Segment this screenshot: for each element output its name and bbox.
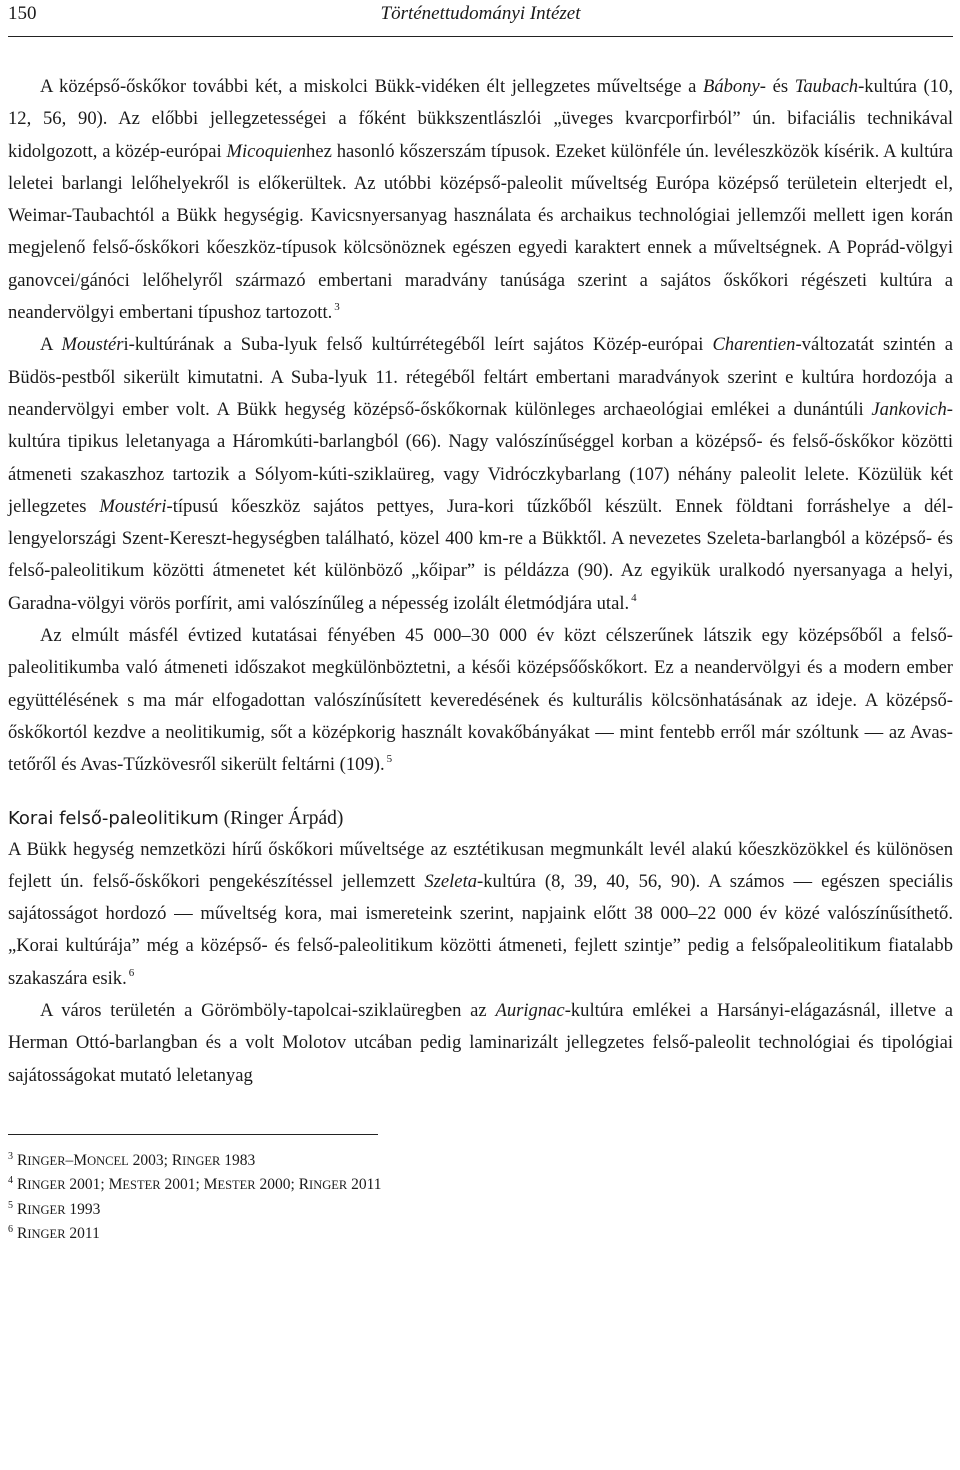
section-title: Korai felső-paleolitikum	[8, 807, 219, 829]
footnote-ref: 3	[334, 301, 340, 314]
footnote-number: 6	[8, 1224, 13, 1236]
section-heading	[8, 804, 953, 834]
text-run: -kultúra (8, 39, 40, 56, 90). A számos — egészen speciális sajátosságot hordozó — műveltség kora, mai ismereteink szerint, napjaink előtt 38 000–22 000 év közé valószínűsíthető. „Korai kultúrája” még a középső- és felső-paleolitikum közötti átmeneti, fejlett szintje” pedig a felsőpaleolitikum fiatalabb szakaszára esik.	[8, 870, 953, 989]
paragraph	[8, 995, 953, 1092]
footnote-text: 1993	[65, 1200, 101, 1218]
footnote-text: 2011	[347, 1176, 382, 1194]
page-header	[8, 0, 953, 37]
footnote	[8, 1173, 953, 1198]
italic-term: Moustéri	[99, 495, 167, 517]
footnote-text: 2001; M	[160, 1176, 218, 1194]
text-run: -kultúra tipikus leletanyaga a Háromkúti-barlangból (66). Nagy valószínűséggel korban a középső- és felső-őskőkor közötti átmeneti szakaszhoz tartozik a Sólyom-kúti-sziklaüreg, vagy Vidróczkybarlang (107) néhány paleolit lelete. Közülük két jellegzetes	[8, 398, 953, 517]
footnote-text: 2000; R	[255, 1176, 310, 1194]
footnote-text: R	[17, 1225, 28, 1243]
footnote-divider	[8, 1134, 378, 1135]
italic-term: Szeleta	[424, 870, 478, 892]
text-run: - és	[759, 76, 795, 97]
paragraph	[8, 71, 953, 329]
italic-term: Aurignac	[495, 1000, 565, 1022]
page-number: 150	[8, 3, 37, 24]
document-page	[8, 0, 953, 1247]
small-caps-run: INGER	[27, 1202, 66, 1217]
small-caps-run: INGER	[27, 1227, 66, 1242]
footnote-text: R	[17, 1151, 28, 1169]
text-run: A város területén a Görömböly-tapolcai-sziklaüregben az	[40, 1000, 496, 1022]
paragraph	[8, 329, 953, 620]
body-text	[8, 71, 953, 1092]
footnote-ref: 4	[631, 591, 637, 604]
paragraph	[8, 620, 953, 781]
running-title: Történettudományi Intézet	[380, 3, 581, 24]
italic-term: Micoquien	[226, 140, 307, 162]
small-caps-run: ESTER	[122, 1178, 161, 1193]
small-caps-run: INGER	[27, 1178, 66, 1193]
footnote-number: 4	[8, 1175, 13, 1187]
italic-term: Jankovich	[871, 398, 947, 420]
footnote-text: –M	[65, 1151, 88, 1169]
text-run: -változatát szintén a Büdös-pestből sikerült kimutatni. A Suba-lyuk 11. rétegéből feltárt embertani maradványok szerint e kultúra hordozója a neandervölgyi ember volt. A Bükk hegység középső-őskőkornak különleges archaeológiai emlékei a dunántúli	[8, 334, 953, 420]
text-run: -kultúra (10, 12, 56, 90). Az előbbi jellegzetességei a főként bükkszentlászlói „üveges kvarcporfirból” ún. bifaciális technikával kidolgozott, a közép-európai	[8, 76, 953, 162]
footnote	[8, 1149, 953, 1174]
text-run: Az elmúlt másfél évtized kutatásai fényében 45 000–30 000 év közt célszerűnek látszik egy középsőből a felső-paleolitikumba való átmeneti időszakot megkülönböztetni, a késői középsőőskőkort. Ez a neandervölgyi és a modern ember együttélésének s ma már elfogadottan valószínűsített keveredésének és kulturális kölcsönhatásának az ideje. A középső-őskőkortól kezdve a neolitikumig, sőt a középkorig használt kovakőbányákat — mint fentebb erről már szóltunk — az Avas-tetőről és Avas-Tűzkövesről sikerült feltárni (109).	[8, 625, 953, 776]
text-run: -típusú kőeszköz sajátos pettyes, Jura-kori tűzkőből készült. Ennek földtani forráshelye a dél-lengyelországi Szent-Kereszt-hegységben található, közel 400 km-re a Bükktől. A nevezetes Szeleta-barlangból a középső- és felső-paleolitikum közötti átmenetet két különböző „kőipar” is példázza (90). Az egyikük uralkodó nyersanyaga a helyi, Garadna-völgyi vörös porfírit, ami valószínűleg a népesség izolált életmódjára utal.	[8, 495, 954, 614]
text-run: hez hasonló kőszerszám típusok. Ezeket különféle ún. levéleszközök kísérik. A kultúra leletei barlangi lelőhelyekről is előkerültek. Az utóbbi középső-paleolit műveltség Európa középső területein elterjedt el, Weimar-Taubachtól a Bükk hegységig. Kavicsnyersanyag használata és archaikus technológiai jellemzői mellett igen korán megjelenő felső-őskőkori kőeszköz-típusok kölcsönöznek egészen egyedi karaktert ennek a műveltségnek. A Poprád-völgyi ganovcei/gánóci lelőhelyről származó embertani maradvány tanúsága szerint a sajátos őskőkori régészeti kultúra a neandervölgyi embertani típushoz tartozott.	[8, 140, 954, 324]
footnote-number: 3	[8, 1150, 13, 1162]
footnote-number: 5	[8, 1199, 13, 1211]
footnote-text: 1983	[220, 1151, 256, 1169]
footnote-text: 2011	[65, 1225, 100, 1243]
small-caps-run: INGER	[27, 1153, 66, 1168]
paragraph	[8, 834, 953, 995]
text-run: A Bükk hegység nemzetközi hírű őskőkori műveltsége az esztétikusan megmunkált levél alakú kőeszközökkel és különösen fejlett ún. felső-őskőkori pengekészítéssel jellemzett	[8, 838, 953, 892]
footnote-text: 2001; M	[65, 1176, 123, 1194]
italic-term: Bábony	[702, 76, 760, 97]
footnote	[8, 1222, 953, 1247]
italic-term: Taubach	[794, 76, 859, 97]
footnote	[8, 1198, 953, 1223]
section-author: (Ringer Árpád)	[223, 807, 344, 829]
italic-term: Charentien	[712, 334, 796, 356]
footnote-ref: 6	[128, 966, 135, 979]
small-caps-run: ESTER	[217, 1178, 256, 1193]
text-run: i-kultúrának a Suba-lyuk felső kultúrrétegéből leírt sajátos Közép-európai	[123, 334, 713, 356]
footnote-text: R	[17, 1176, 28, 1194]
italic-term: Moustér	[61, 334, 124, 356]
footnote-text: R	[17, 1200, 28, 1218]
footnote-text: 2003; R	[128, 1151, 183, 1169]
footnote-ref: 5	[386, 753, 393, 766]
footnotes	[8, 1149, 953, 1247]
text-run: -kultúra emlékei a Harsányi-elágazásnál, illetve a Herman Ottó-barlangban és a volt Molotov utcában pedig laminarizált jellegzetes felső-paleolit technológiai és tipológiai sajátosságokat mutató leletanyag	[8, 1000, 953, 1086]
small-caps-run: INGER	[182, 1153, 221, 1168]
small-caps-run: INGER	[309, 1178, 348, 1193]
small-caps-run: ONCEL	[87, 1153, 129, 1168]
text-run: A középső-őskőkor további két, a miskolci Bükk-vidéken élt jellegzetes műveltsége a	[40, 76, 703, 97]
text-run: A	[40, 334, 62, 356]
